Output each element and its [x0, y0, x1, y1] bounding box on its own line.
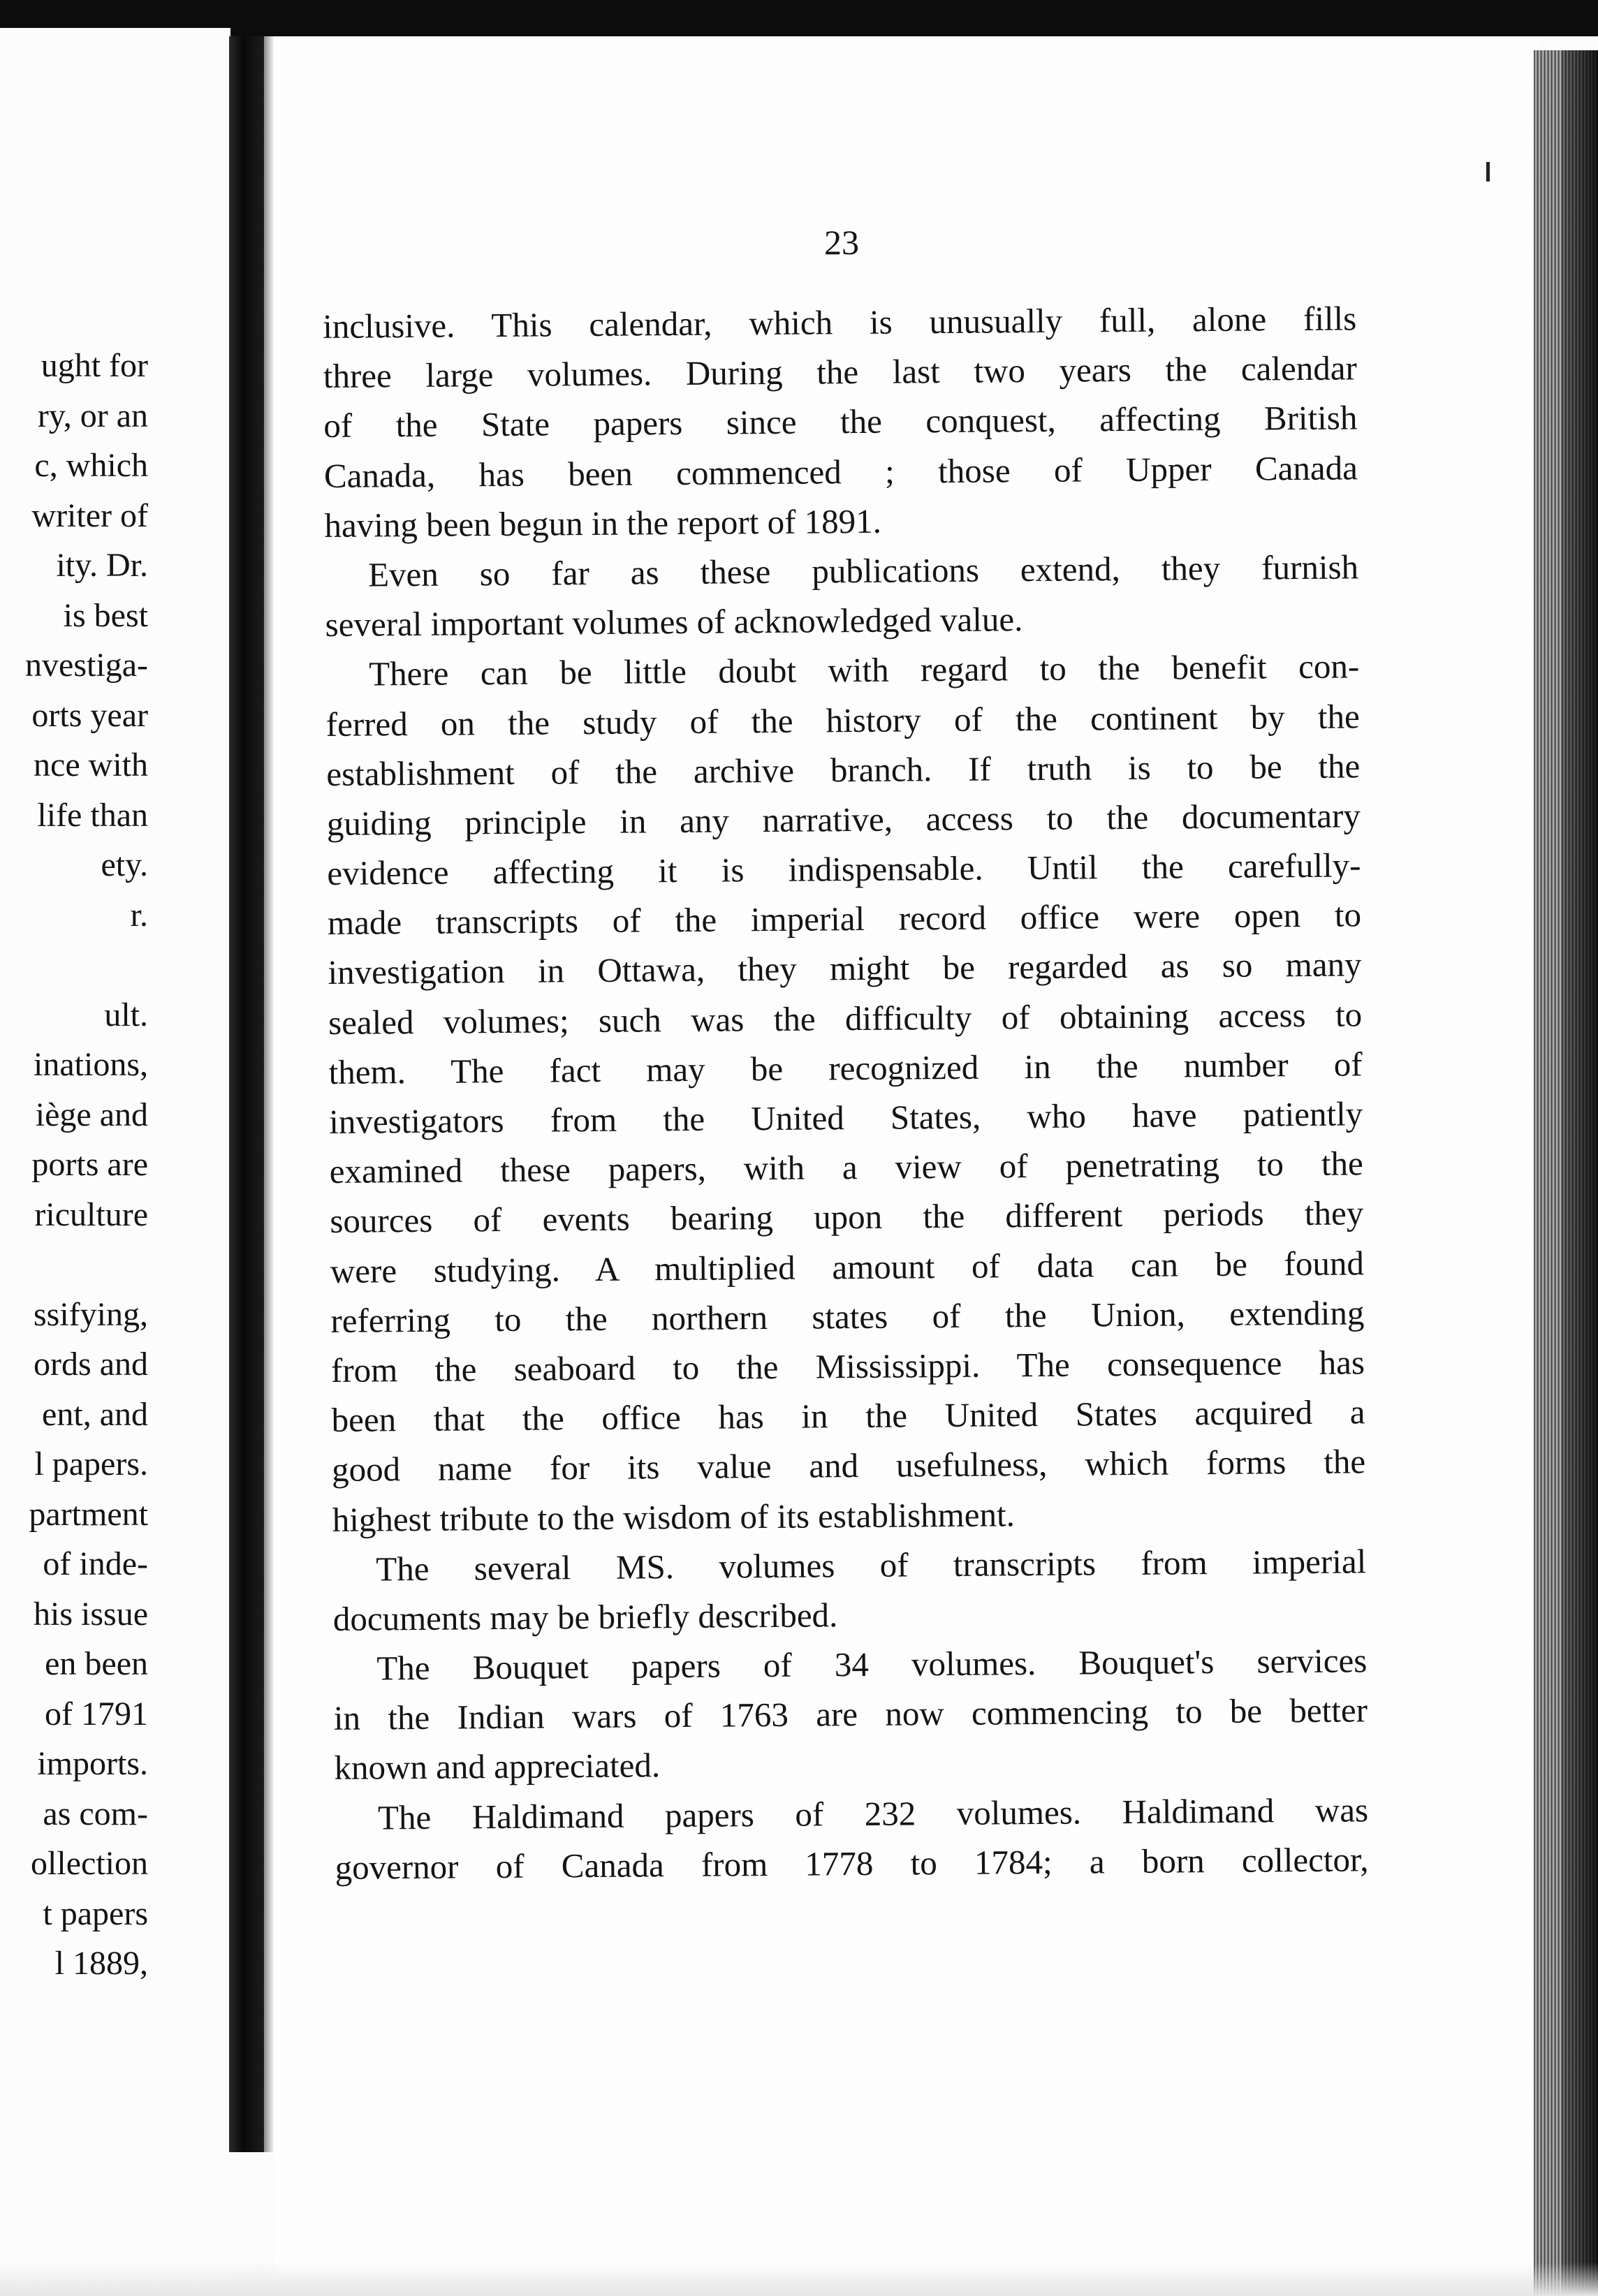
- previous-page-line: writer of: [31, 496, 148, 534]
- text-line: guiding principle in any narrative, access to the documentary: [326, 796, 1361, 843]
- text-line: referring to the northern states of the Union, extending: [330, 1293, 1365, 1340]
- previous-page-line: l 1889,: [54, 1945, 148, 1982]
- text-line: inclusive. This calendar, which is unusually full, alone fills: [323, 299, 1357, 346]
- scan-speck: [1486, 162, 1490, 182]
- previous-page-line: ety.: [101, 846, 148, 883]
- previous-page-line: l papers.: [34, 1445, 148, 1482]
- previous-page-line: as com-: [43, 1795, 148, 1832]
- text-line: from the seaboard to the Mississippi. The consequence has: [330, 1343, 1365, 1390]
- previous-page-line: ry, or an: [37, 397, 148, 434]
- previous-page-line: imports.: [37, 1745, 148, 1782]
- previous-page-line: ught for: [41, 347, 148, 384]
- previous-page-line: of 1791: [45, 1695, 148, 1732]
- text-line: There can be little doubt with regard to the benefit con-: [368, 647, 1360, 693]
- previous-page-line: partment: [29, 1495, 148, 1533]
- previous-page-line: is best: [63, 596, 148, 634]
- previous-page-line: en been: [45, 1645, 148, 1682]
- previous-page-line: of inde-: [43, 1545, 148, 1582]
- text-line: examined these papers, with a view of penetrating to the: [329, 1144, 1363, 1191]
- text-line: of the State papers since the conquest, affecting British: [323, 398, 1358, 446]
- text-line: investigation in Ottawa, they might be regarded as so many: [328, 945, 1362, 992]
- text-line: establishment of the archive branch. If truth is to be the: [326, 746, 1361, 793]
- text-line: in the Indian wars of 1763 are now commencing to be better: [333, 1691, 1368, 1738]
- previous-page-line: t papers: [43, 1894, 148, 1932]
- text-line: documents may be briefly described.: [332, 1596, 838, 1638]
- page-number: 23: [824, 223, 859, 262]
- text-line: Canada, has been commenced ; those of Upper Canada: [323, 448, 1358, 495]
- text-line: ferred on the study of the history of the continent by the: [325, 696, 1360, 744]
- previous-page-gap: [25, 940, 148, 990]
- text-line: The Bouquet papers of 34 volumes. Bouquet's services: [376, 1641, 1368, 1688]
- previous-page-line: his issue: [33, 1595, 148, 1633]
- previous-page-gap: [25, 1239, 148, 1290]
- text-line: The Haldimand papers of 232 volumes. Haldimand was: [377, 1790, 1369, 1837]
- gutter-shadow: [264, 36, 274, 2152]
- previous-page-line: c, which: [34, 447, 148, 484]
- text-line: highest tribute to the wisdom of its establishment.: [332, 1494, 1016, 1539]
- text-line: evidence affecting it is indispensable. Until the carefully-: [327, 846, 1361, 893]
- text-line: known and appreciated.: [334, 1746, 661, 1788]
- text-line: made transcripts of the imperial record office were open to: [327, 895, 1362, 943]
- previous-page-line: ult.: [104, 996, 148, 1033]
- previous-page-line: ords and: [34, 1346, 148, 1383]
- text-line: sources of events bearing upon the different periods they: [330, 1193, 1364, 1241]
- text-line: Even so far as these publications extend, they furnish: [367, 547, 1359, 594]
- text-line: them. The fact may be recognized in the number of: [328, 1045, 1363, 1091]
- previous-page-line: ports are: [31, 1146, 148, 1183]
- previous-page-line: iège and: [35, 1096, 148, 1133]
- previous-page-line: orts year: [31, 696, 148, 734]
- previous-page-line: nce with: [34, 746, 148, 783]
- previous-page-line: ollection: [31, 1845, 148, 1882]
- text-line: governor of Canada from 1778 to 1784; a born collector,: [335, 1840, 1369, 1887]
- previous-page-line: life than: [37, 796, 148, 834]
- text-line: three large volumes. During the last two years the calendar: [323, 348, 1358, 396]
- text-line: investigators from the United States, who have patiently: [329, 1094, 1363, 1141]
- text-line: having been begun in the report of 1891.: [324, 501, 882, 545]
- previous-page-line: ity. Dr.: [56, 547, 148, 584]
- previous-page-line: r.: [130, 896, 148, 934]
- text-line: were studying. A multiplied amount of data can be found: [330, 1243, 1365, 1290]
- page-body-text: [323, 293, 1369, 1892]
- previous-page-line: riculture: [34, 1195, 148, 1233]
- scan-bottom-edge: [0, 2262, 1598, 2296]
- previous-page-line: inations,: [34, 1046, 148, 1083]
- text-line: been that the office has in the United States acquired a: [331, 1392, 1365, 1440]
- previous-page-line: ent, and: [42, 1395, 148, 1433]
- page-stack-shadow: [1562, 50, 1598, 2296]
- text-line: sealed volumes; such was the difficulty of obtaining access to: [328, 994, 1363, 1042]
- previous-page-text: [25, 341, 148, 1989]
- previous-page-line: ssifying,: [33, 1295, 148, 1333]
- text-line: several important volumes of acknowledged value.: [325, 600, 1023, 645]
- previous-page-line: nvestiga-: [25, 647, 148, 684]
- scanner-top-border: [0, 0, 1598, 36]
- previous-page: [0, 28, 230, 2283]
- book-gutter: [229, 36, 264, 2152]
- text-line: The several MS. volumes of transcripts from imperial: [376, 1542, 1367, 1589]
- text-line: good name for its value and usefulness, which forms the: [331, 1442, 1366, 1489]
